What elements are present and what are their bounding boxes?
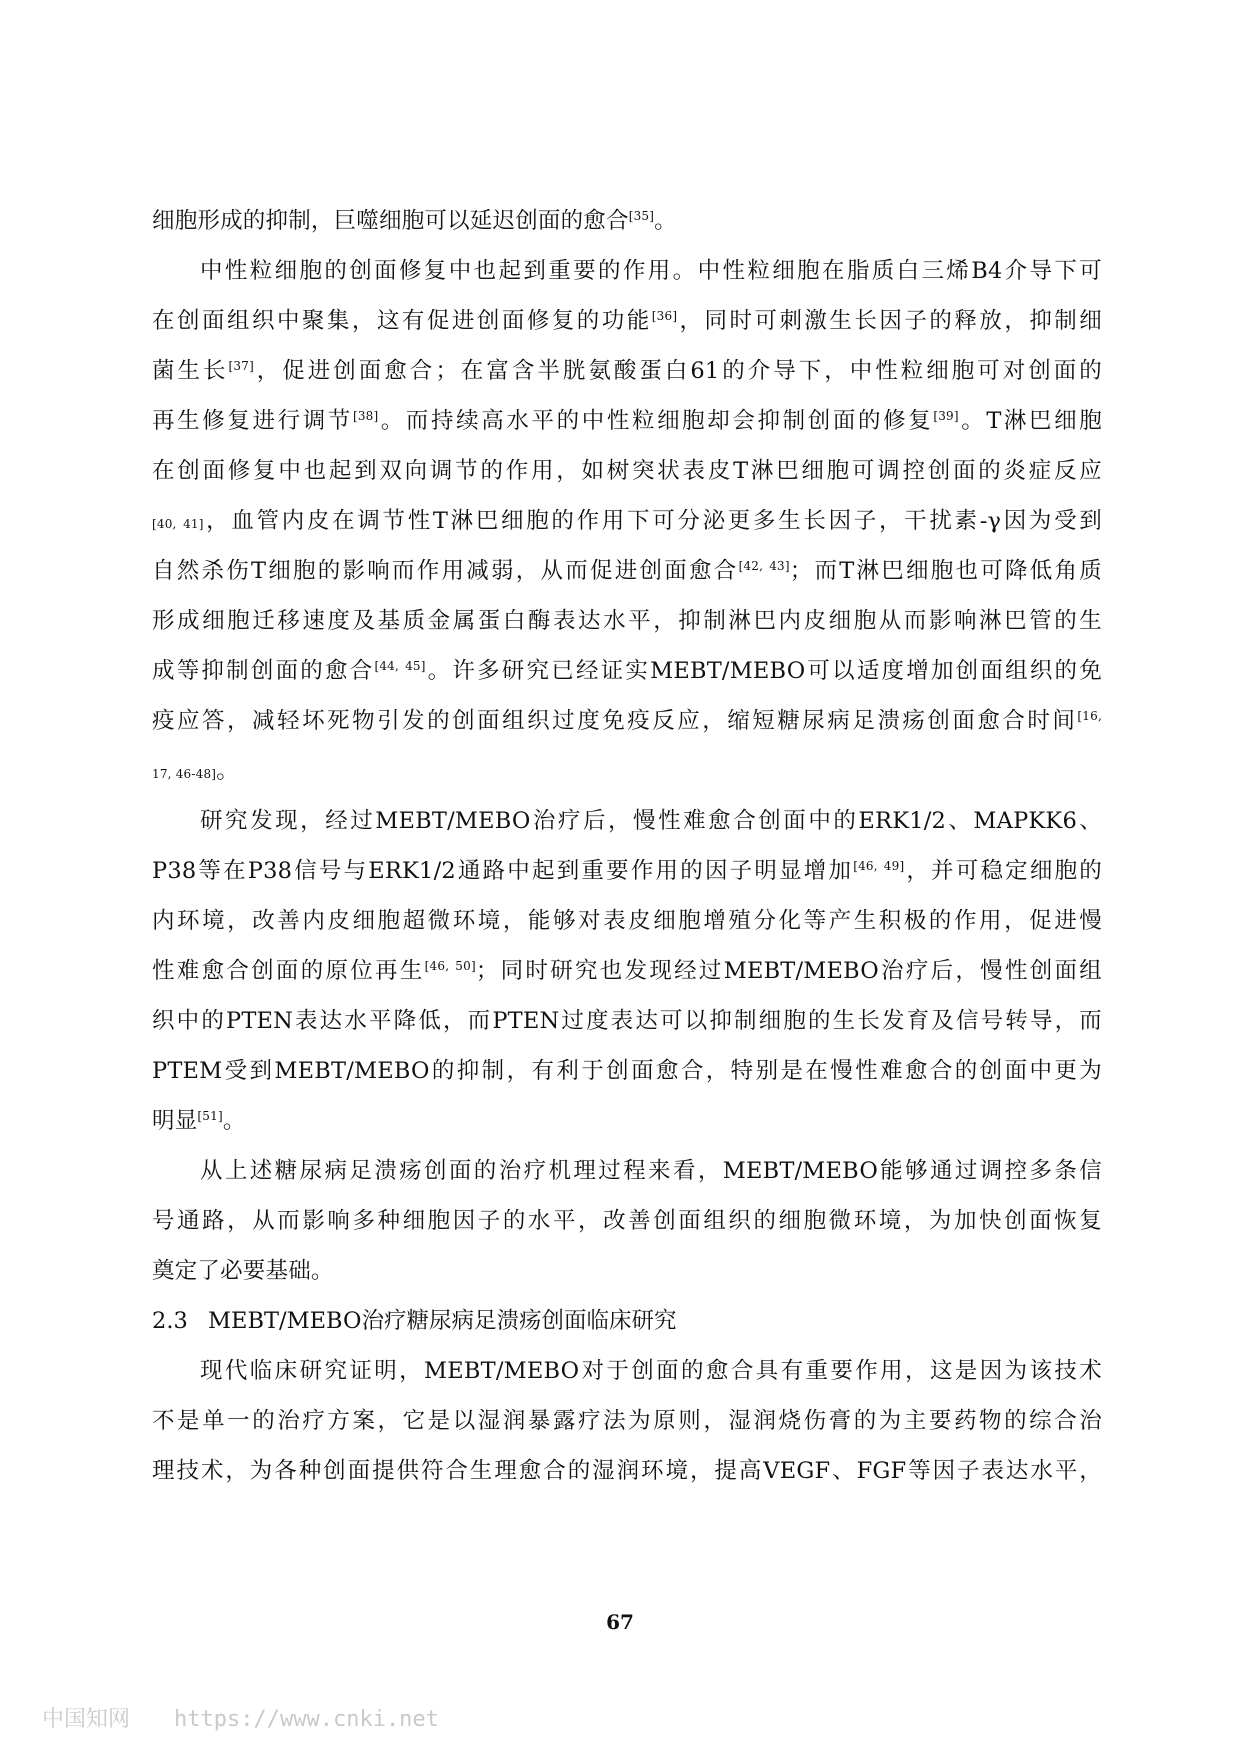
citation: [36] xyxy=(651,309,678,323)
text-line: 再生修复进行调节[38]。而持续高水平的中性粒细胞却会抑制创面的修复[39]。T淋巴细胞 xyxy=(152,408,1102,434)
citation: [46, 49] xyxy=(853,859,905,873)
text-line: [40, 41]，血管内皮在调节性T淋巴细胞的作用下可分泌更多生长因子，干扰素-γ因为受到 xyxy=(152,508,1102,534)
citation: [37] xyxy=(228,359,254,373)
text-line: 细胞形成的抑制，巨噬细胞可以延迟创面的愈合[35]。 xyxy=(152,208,677,234)
watermark-name: 中国知网 xyxy=(42,1707,131,1732)
watermark-url: https://www.cnki.net xyxy=(174,1707,439,1732)
citation: [46, 50] xyxy=(424,959,476,973)
text-line: P38等在P38信号与ERK1/2通路中起到重要作用的因子明显增加[46, 49]，并可稳定细胞的 xyxy=(152,858,1102,884)
watermark xyxy=(42,1702,439,1733)
text-line: 菌生长[37]，促进创面愈合；在富含半胱氨酸蛋白61的介导下，中性粒细胞可对创面的 xyxy=(152,358,1102,384)
text-line: 理技术，为各种创面提供符合生理愈合的湿润环境，提高VEGF、FGF等因子表达水平， xyxy=(152,1458,1102,1484)
citation: [16, xyxy=(1077,709,1102,723)
text-line: 在创面组织中聚集，这有促进创面修复的功能[36]，同时可刺激生长因子的释放，抑制细 xyxy=(152,308,1102,334)
page-number: 67 xyxy=(606,1610,634,1634)
text-line: 研究发现，经过MEBT/MEBO治疗后，慢性难愈合创面中的ERK1/2、MAPKK6、 xyxy=(200,808,1102,834)
paragraph-5 xyxy=(152,1346,1102,1496)
citation: [51] xyxy=(197,1109,223,1123)
text-line: 现代临床研究证明，MEBT/MEBO对于创面的愈合具有重要作用，这是因为该技术 xyxy=(200,1358,1102,1384)
citation: 17, 46-48] xyxy=(152,767,217,781)
text-line: 在创面修复中也起到双向调节的作用，如树突状表皮T淋巴细胞可调控创面的炎症反应 xyxy=(152,458,1102,484)
text-line: 成等抑制创面的愈合[44, 45]。许多研究已经证实MEBT/MEBO可以适度增加创面组织的免 xyxy=(152,658,1102,684)
text-line: 织中的PTEN表达水平降低，而PTEN过度表达可以抑制细胞的生长发育及信号转导，而 xyxy=(152,1008,1102,1034)
paragraph-1 xyxy=(152,196,1102,246)
section-title: MEBT/MEBO治疗糖尿病足溃疡创面临床研究 xyxy=(208,1308,677,1334)
paragraph-4 xyxy=(152,1146,1102,1296)
citation: [35] xyxy=(628,209,655,223)
text-line: 明显[51]。 xyxy=(152,1108,246,1134)
citation: [38] xyxy=(352,409,379,423)
text-line: 中性粒细胞的创面修复中也起到重要的作用。中性粒细胞在脂质白三烯B4介导下可 xyxy=(200,258,1102,284)
citation: [42, 43] xyxy=(738,559,790,573)
citation: [39] xyxy=(933,409,959,423)
text-line: 性难愈合创面的原位再生[46, 50]；同时研究也发现经过MEBT/MEBO治疗后，慢性创面组 xyxy=(152,958,1103,984)
citation: [44, 45] xyxy=(374,659,426,673)
text-line: 不是单一的治疗方案，它是以湿润暴露疗法为原则，湿润烧伤膏的为主要药物的综合治 xyxy=(152,1408,1102,1434)
paragraph-2 xyxy=(152,246,1102,796)
text-line: 疫应答，减轻坏死物引发的创面组织过度免疫反应，缩短糖尿病足溃疡创面愈合时间$^{[16,}$ xyxy=(152,708,1102,734)
text-line: 17, 46-48]。 xyxy=(152,758,239,784)
text-line: 从上述糖尿病足溃疡创面的治疗机理过程来看，MEBT/MEBO能够通过调控多条信 xyxy=(200,1158,1102,1184)
section-number: 2.3 xyxy=(152,1308,188,1334)
text-line: 内环境，改善内皮细胞超微环境，能够对表皮细胞增殖分化等产生积极的作用，促进慢 xyxy=(152,908,1102,934)
text-line: 自然杀伤T细胞的影响而作用减弱，从而促进创面愈合[42, 43]；而T淋巴细胞也可降低角质 xyxy=(152,558,1103,584)
text-line: 奠定了必要基础。 xyxy=(152,1258,334,1284)
text-line: 号通路，从而影响多种细胞因子的水平，改善创面组织的细胞微环境，为加快创面恢复 xyxy=(152,1208,1102,1234)
body-text xyxy=(152,196,1102,1496)
paragraph-3 xyxy=(152,796,1102,1146)
text-line: 形成细胞迁移速度及基质金属蛋白酶表达水平，抑制淋巴内皮细胞从而影响淋巴管的生 xyxy=(152,608,1102,634)
citation: [40, 41] xyxy=(152,517,204,531)
text-line: PTEM受到MEBT/MEBO的抑制，有利于创面愈合，特别是在慢性难愈合的创面中更为 xyxy=(152,1058,1102,1084)
section-heading xyxy=(152,1296,1102,1346)
